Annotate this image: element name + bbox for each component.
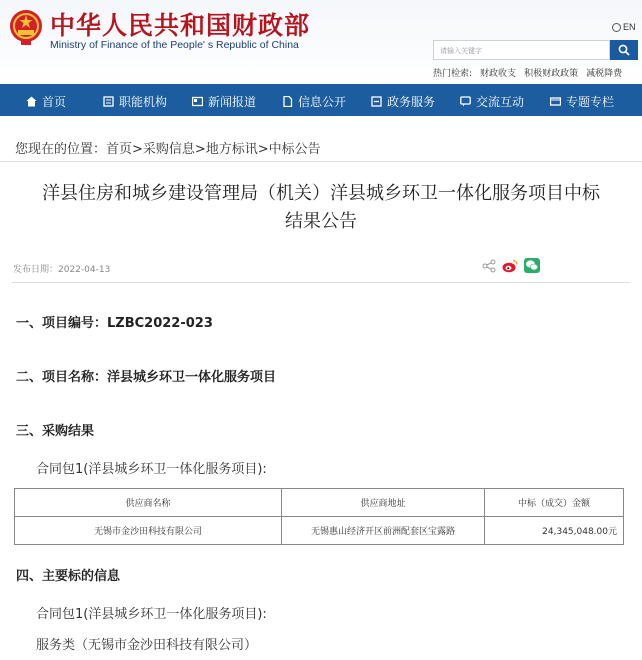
nav-item-news[interactable] bbox=[192, 93, 256, 110]
globe-icon bbox=[612, 23, 621, 32]
service-icon bbox=[371, 96, 382, 107]
nav-label: 交流互动 bbox=[476, 95, 525, 109]
section-project-name: 二、项目名称：洋县城乡环卫一体化服务项目 bbox=[16, 370, 277, 385]
share-icon[interactable] bbox=[482, 259, 496, 273]
nav-label: 政务服务 bbox=[387, 95, 436, 109]
nav-label: 新闻报道 bbox=[208, 95, 257, 109]
nav-item-services[interactable] bbox=[371, 93, 435, 110]
chat-icon bbox=[460, 96, 471, 107]
hot-search bbox=[433, 66, 622, 79]
nav-label: 专题专栏 bbox=[566, 95, 615, 109]
language-switch[interactable] bbox=[612, 22, 636, 32]
contract-package: 合同包1(洋县城乡环卫一体化服务项目): bbox=[36, 607, 267, 622]
topic-icon bbox=[550, 96, 561, 107]
nav-item-interaction[interactable] bbox=[460, 93, 524, 110]
site-title[interactable]: 中华人民共和国财政部 bbox=[50, 11, 311, 40]
supplier-address-cell: 无锡惠山经济开区前洲配套区宝露路 bbox=[282, 517, 485, 545]
share-bar bbox=[482, 258, 540, 273]
result-table bbox=[14, 488, 624, 545]
nav-label: 信息公开 bbox=[298, 95, 347, 109]
section-project-number: 一、项目编号：LZBC2022-023 bbox=[16, 316, 213, 331]
wechat-icon[interactable] bbox=[524, 258, 540, 273]
service-type: 服务类（无锡市金沙田科技有限公司） bbox=[36, 638, 258, 653]
hot-link[interactable]: 积极财政政策 bbox=[524, 69, 579, 79]
search-button[interactable] bbox=[610, 40, 638, 60]
section-main-items: 四、主要标的信息 bbox=[16, 569, 121, 584]
weibo-icon[interactable] bbox=[502, 259, 518, 273]
nav-item-functions[interactable] bbox=[103, 93, 167, 110]
site-subtitle: Ministry of Finance of the People' s Republic of China bbox=[50, 39, 299, 51]
article-title bbox=[10, 180, 632, 236]
main-nav bbox=[0, 84, 642, 116]
table-header-row bbox=[15, 489, 624, 517]
article-title-line1: 洋县住房和城乡建设管理局（机关）洋县城乡环卫一体化服务项目中标 bbox=[42, 183, 600, 204]
national-emblem-icon bbox=[8, 8, 44, 46]
nav-label: 首页 bbox=[42, 95, 67, 109]
nav-label: 职能机构 bbox=[119, 95, 168, 109]
hot-link[interactable]: 减税降费 bbox=[586, 69, 623, 79]
hot-search-label: 热门检索: bbox=[433, 69, 473, 79]
search-icon bbox=[618, 44, 630, 56]
site-header bbox=[0, 0, 642, 84]
column-header: 供应商名称 bbox=[15, 489, 282, 517]
contract-package: 合同包1(洋县城乡环卫一体化服务项目): bbox=[36, 462, 267, 477]
hot-link[interactable]: 财政收支 bbox=[480, 69, 517, 79]
section-procurement-result: 三、采购结果 bbox=[16, 424, 95, 439]
search-input[interactable]: 请输入关键字 bbox=[433, 40, 610, 60]
language-label: EN bbox=[623, 22, 636, 32]
news-icon bbox=[192, 96, 203, 107]
home-icon bbox=[26, 96, 37, 107]
divider bbox=[12, 282, 630, 283]
book-icon bbox=[103, 96, 114, 107]
nav-item-info[interactable] bbox=[282, 93, 346, 110]
document-icon bbox=[282, 96, 293, 107]
breadcrumb[interactable]: 您现在的位置：首页>采购信息>地方标讯>中标公告 bbox=[15, 142, 321, 157]
bid-amount-cell: 24,345,048.00元 bbox=[485, 517, 624, 545]
nav-item-topics[interactable] bbox=[550, 93, 614, 110]
table-row bbox=[15, 517, 624, 545]
supplier-name-cell: 无锡市金沙田科技有限公司 bbox=[15, 517, 282, 545]
column-header: 中标（成交）金额 bbox=[485, 489, 624, 517]
article-title-line2: 结果公告 bbox=[285, 211, 357, 232]
publish-date: 发布日期：2022-04-13 bbox=[13, 265, 111, 275]
nav-item-home[interactable] bbox=[26, 93, 66, 110]
breadcrumb-bar bbox=[0, 126, 642, 162]
column-header: 供应商地址 bbox=[282, 489, 485, 517]
